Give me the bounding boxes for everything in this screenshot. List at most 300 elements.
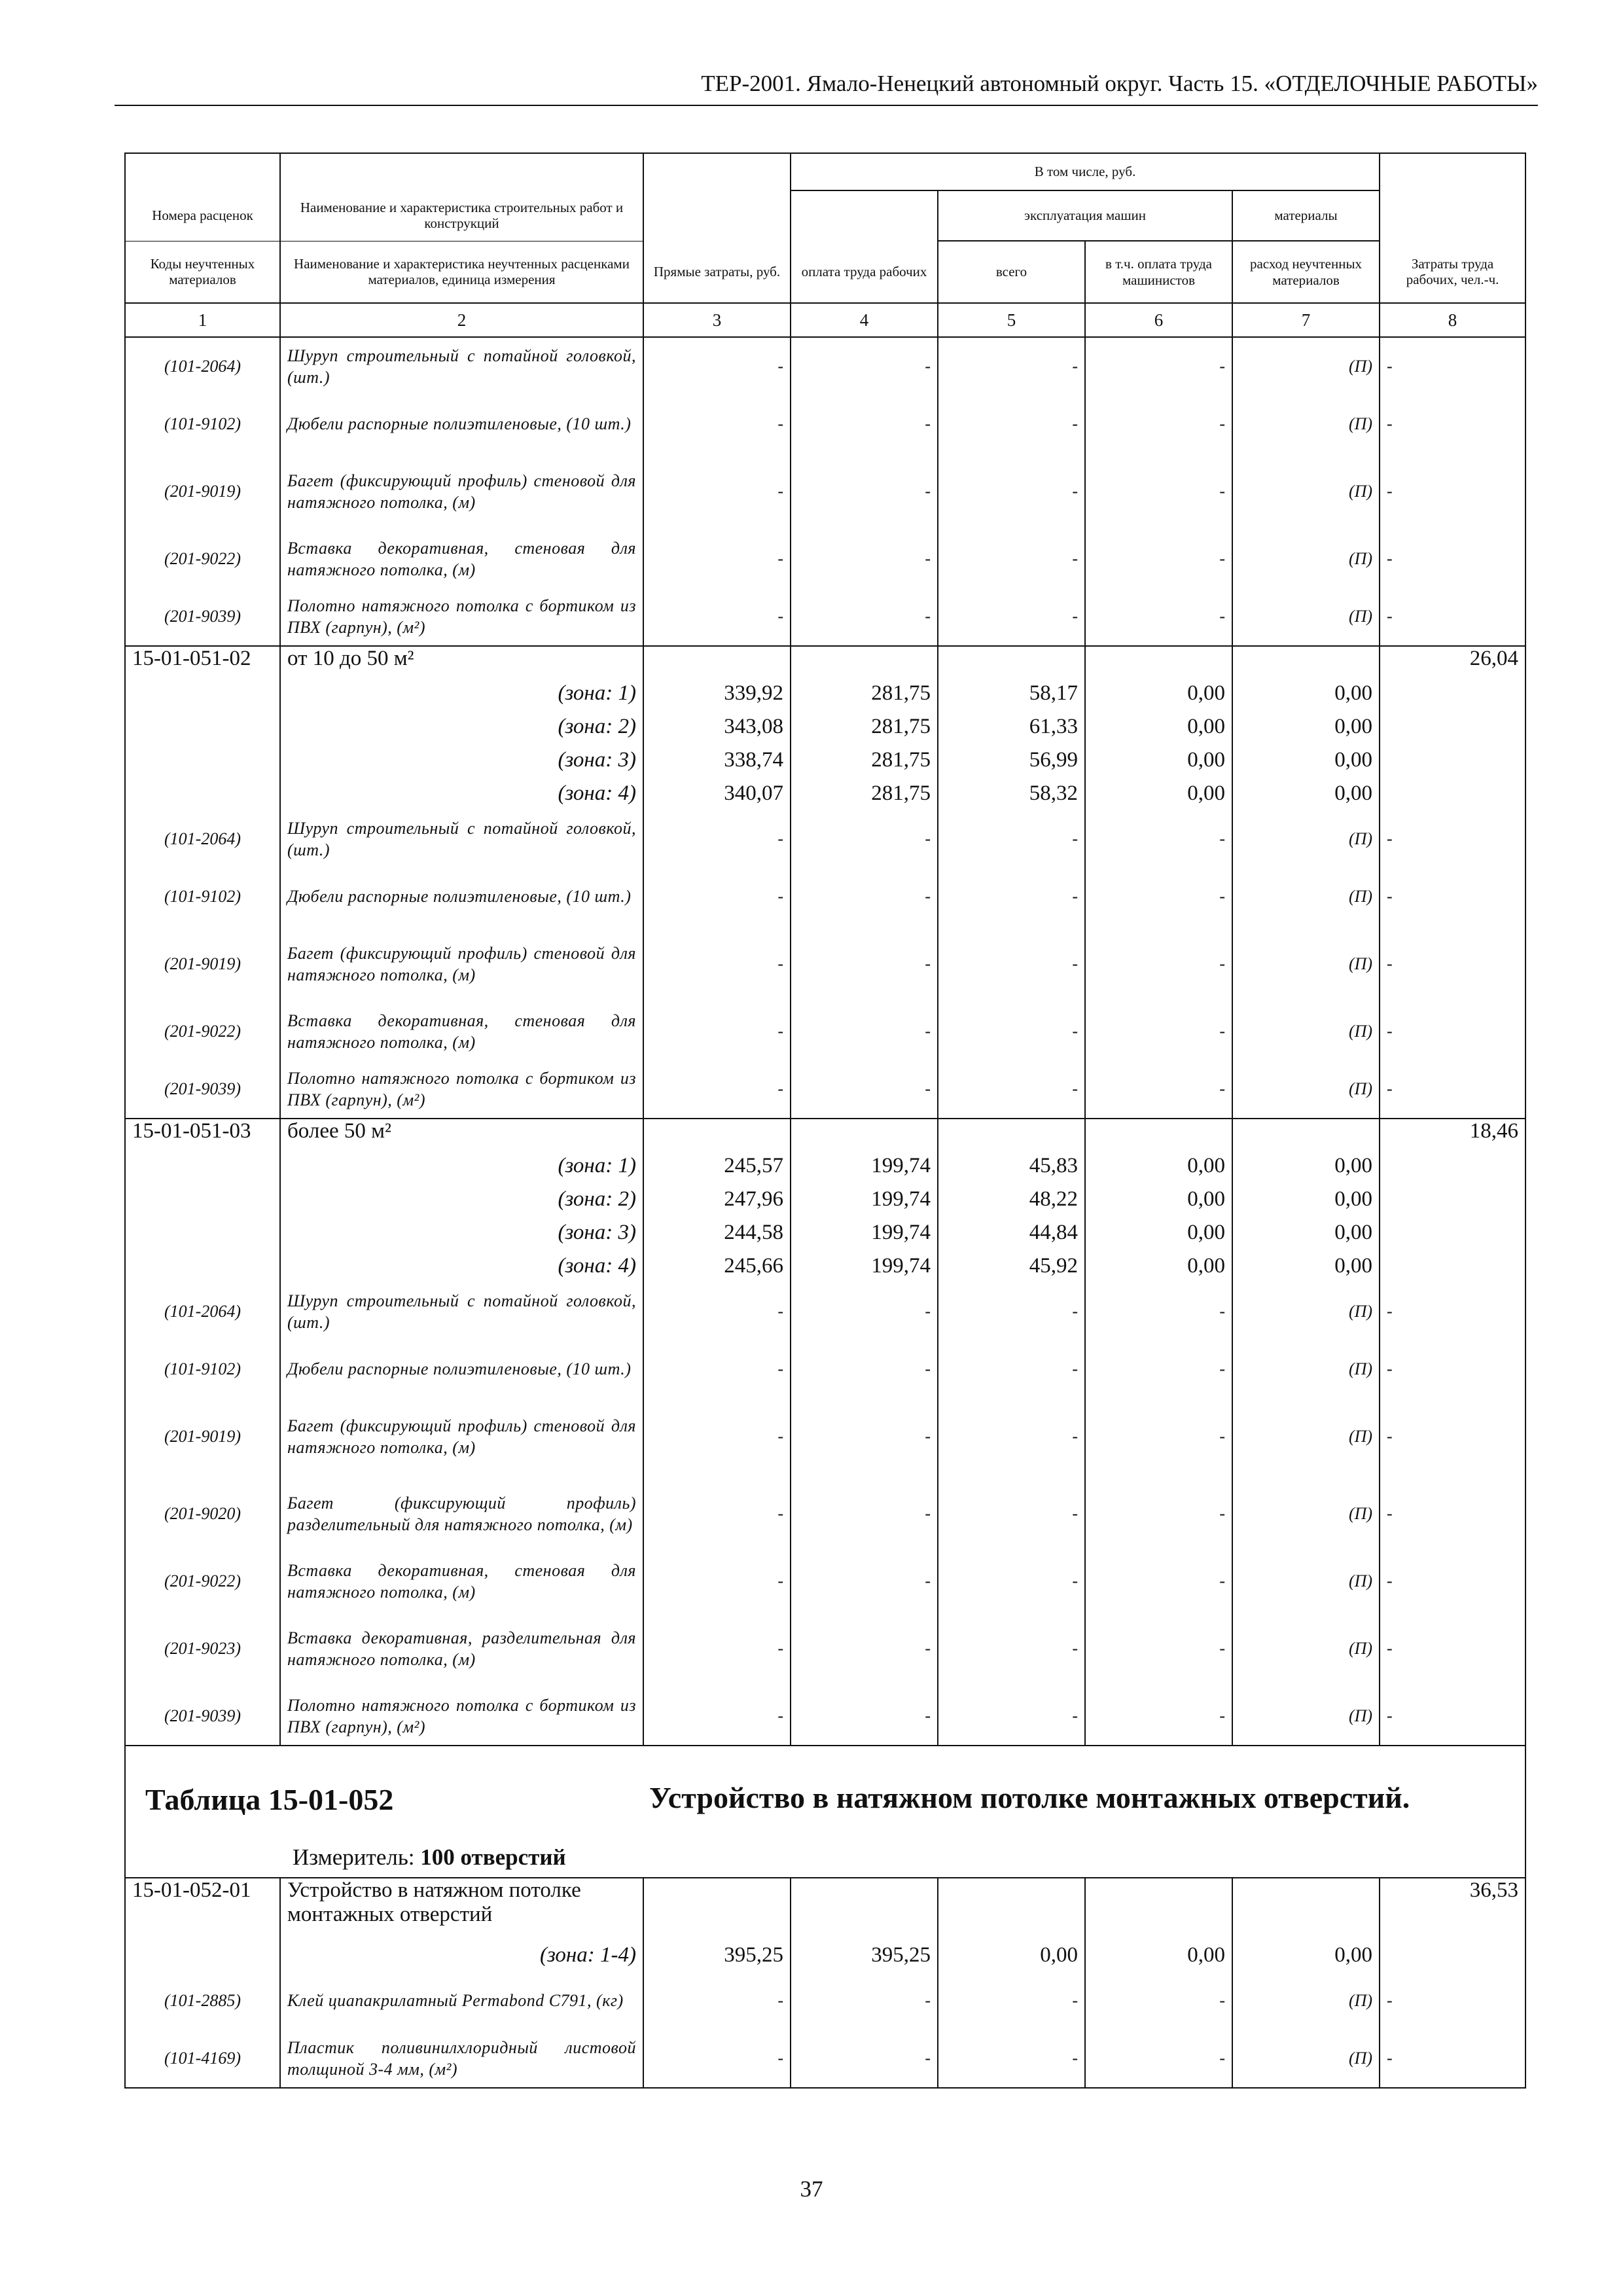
material-name: Вставка декоративная, стеновая для натяжного потолка, (м) <box>280 530 643 588</box>
cell <box>1085 646 1232 677</box>
machinist-pay-value: 0,00 <box>1085 744 1232 777</box>
machinist-pay-value: - <box>1085 1610 1232 1687</box>
header-col8: Затраты труда рабочих, чел.-ч. <box>1380 241 1525 303</box>
labor-hours-value: - <box>1380 1972 1525 2030</box>
cell <box>125 1216 280 1249</box>
header-cell <box>643 153 791 190</box>
column-number: 8 <box>1380 303 1525 337</box>
labor-hours-value: - <box>1380 1687 1525 1746</box>
cell <box>1380 1249 1525 1283</box>
material-code: (201-9039) <box>125 588 280 646</box>
labor-pay-value: - <box>791 337 938 395</box>
machines-total-value: - <box>938 2030 1085 2088</box>
labor-hours-value: - <box>1380 1060 1525 1119</box>
machinist-pay-value: - <box>1085 868 1232 925</box>
labor-hours-value: - <box>1380 1340 1525 1398</box>
table-row <box>125 1060 1525 1119</box>
machinist-pay-value: 0,00 <box>1085 710 1232 744</box>
machinist-pay-value: - <box>1085 2030 1232 2088</box>
labor-pay-value: - <box>791 588 938 646</box>
table-row <box>125 1119 1525 1149</box>
labor-hours-value: - <box>1380 1003 1525 1060</box>
direct-cost-value: 338,74 <box>643 744 791 777</box>
labor-hours-value: - <box>1380 530 1525 588</box>
direct-cost-value: - <box>643 1972 791 2030</box>
materials-value: 0,00 <box>1232 744 1380 777</box>
material-name: Полотно натяжного потолка с бортиком из ПВХ (гарпун), (м²) <box>280 1687 643 1746</box>
labor-pay-value: - <box>791 1003 938 1060</box>
running-header: ТЕР-2001. Ямало-Ненецкий автономный округ. Часть 15. «ОТДЕЛОЧНЫЕ РАБОТЫ» <box>115 71 1538 106</box>
machines-total-value: - <box>938 530 1085 588</box>
cell <box>643 1878 791 1939</box>
header-cell <box>280 153 643 190</box>
direct-cost-value: - <box>643 925 791 1003</box>
direct-cost-value: 247,96 <box>643 1183 791 1216</box>
material-consumption-value: (П) <box>1232 868 1380 925</box>
machines-total-value: - <box>938 1475 1085 1552</box>
zone-label: (зона: 2) <box>280 1183 643 1216</box>
cell <box>1380 1183 1525 1216</box>
material-code: (101-9102) <box>125 1340 280 1398</box>
column-number: 4 <box>791 303 938 337</box>
header-cell <box>791 190 938 241</box>
direct-cost-value: - <box>643 1475 791 1552</box>
cell <box>125 1939 280 1972</box>
cell <box>125 710 280 744</box>
machinist-pay-value: - <box>1085 588 1232 646</box>
material-code: (101-9102) <box>125 868 280 925</box>
table-row <box>125 1283 1525 1340</box>
header-col5: всего <box>938 241 1085 303</box>
cell <box>1380 777 1525 810</box>
material-consumption-value: (П) <box>1232 1340 1380 1398</box>
table-heading <box>125 1746 1525 1878</box>
labor-hours-value: - <box>1380 1610 1525 1687</box>
table-row <box>125 810 1525 868</box>
cell <box>791 646 938 677</box>
table-row <box>125 744 1525 777</box>
cell <box>643 1119 791 1149</box>
cell <box>791 1119 938 1149</box>
material-name: Шуруп строительный с потайной головкой, (шт.) <box>280 1283 643 1340</box>
cell <box>938 646 1085 677</box>
machinist-pay-value: - <box>1085 395 1232 453</box>
machines-total-value: - <box>938 1972 1085 2030</box>
table-row <box>125 337 1525 395</box>
direct-cost-value: 244,58 <box>643 1216 791 1249</box>
material-consumption-value: (П) <box>1232 1687 1380 1746</box>
machinist-pay-value: - <box>1085 1340 1232 1398</box>
material-consumption-value: (П) <box>1232 1610 1380 1687</box>
cell <box>1380 710 1525 744</box>
material-name: Пластик поливинилхлоридный листовой толщиной 3-4 мм, (м²) <box>280 2030 643 2088</box>
direct-cost-value: - <box>643 530 791 588</box>
unit-value: 100 отверстий <box>420 1844 566 1870</box>
table-row <box>125 1003 1525 1060</box>
table-row <box>125 1183 1525 1216</box>
material-consumption-value: (П) <box>1232 1972 1380 2030</box>
table-row <box>125 868 1525 925</box>
material-code: (201-9022) <box>125 1552 280 1610</box>
header-cell <box>1380 190 1525 241</box>
material-consumption-value: (П) <box>1232 1552 1380 1610</box>
cell <box>1380 744 1525 777</box>
table-row <box>125 1878 1525 1939</box>
material-code: (101-2885) <box>125 1972 280 2030</box>
machines-total-value: 48,22 <box>938 1183 1085 1216</box>
header-cell <box>643 190 791 241</box>
table-row <box>125 1475 1525 1552</box>
header-cell <box>1380 153 1525 190</box>
header-incl: В том числе, руб. <box>791 153 1380 190</box>
machinist-pay-value: - <box>1085 1475 1232 1552</box>
table-row <box>125 1687 1525 1746</box>
labor-hours-value: - <box>1380 1552 1525 1610</box>
column-number: 5 <box>938 303 1085 337</box>
unit-label: Измеритель: <box>293 1844 415 1870</box>
labor-pay-value: - <box>791 1283 938 1340</box>
cell <box>643 646 791 677</box>
machinist-pay-value: 0,00 <box>1085 1183 1232 1216</box>
labor-hours-value: - <box>1380 453 1525 530</box>
header-col6: в т.ч. оплата труда машинистов <box>1085 241 1232 303</box>
labor-hours-value: - <box>1380 868 1525 925</box>
labor-hours-value: - <box>1380 2030 1525 2088</box>
direct-cost-value: - <box>643 810 791 868</box>
materials-value: 0,00 <box>1232 1939 1380 1972</box>
machines-total-value: - <box>938 1060 1085 1119</box>
machines-total-value: 44,84 <box>938 1216 1085 1249</box>
machines-total-value: - <box>938 337 1085 395</box>
cell <box>1085 1119 1232 1149</box>
header-col1-top: Номера расценок <box>125 190 280 241</box>
machinist-pay-value: 0,00 <box>1085 677 1232 710</box>
header-col2-bottom: Наименование и характеристика неучтенных расценками материалов, единица измерения <box>280 241 643 303</box>
table-row <box>125 646 1525 677</box>
table-row <box>125 1216 1525 1249</box>
direct-cost-value: - <box>643 1687 791 1746</box>
cell <box>1085 1878 1232 1939</box>
cell <box>1232 646 1380 677</box>
material-code: (201-9019) <box>125 1398 280 1475</box>
machines-total-value: - <box>938 925 1085 1003</box>
table-row <box>125 588 1525 646</box>
header-col4: оплата труда рабочих <box>791 241 938 303</box>
material-code: (201-9019) <box>125 925 280 1003</box>
machinist-pay-value: 0,00 <box>1085 777 1232 810</box>
labor-pay-value: - <box>791 1060 938 1119</box>
material-code: (201-9022) <box>125 530 280 588</box>
labor-pay-value: 281,75 <box>791 777 938 810</box>
cell <box>1232 1878 1380 1939</box>
machinist-pay-value: - <box>1085 1283 1232 1340</box>
labor-pay-value: 395,25 <box>791 1939 938 1972</box>
labor-pay-value: 199,74 <box>791 1216 938 1249</box>
material-code: (201-9039) <box>125 1687 280 1746</box>
machines-total-value: 0,00 <box>938 1939 1085 1972</box>
direct-cost-value: - <box>643 1398 791 1475</box>
cell <box>125 1149 280 1183</box>
material-name: Дюбели распорные полиэтиленовые, (10 шт.) <box>280 1340 643 1398</box>
table-row <box>125 1972 1525 2030</box>
machines-total-value: - <box>938 868 1085 925</box>
column-number: 2 <box>280 303 643 337</box>
direct-cost-value: - <box>643 453 791 530</box>
material-code: (101-2064) <box>125 1283 280 1340</box>
material-consumption-value: (П) <box>1232 453 1380 530</box>
material-code: (101-9102) <box>125 395 280 453</box>
material-code: (201-9023) <box>125 1610 280 1687</box>
direct-cost-value: - <box>643 1283 791 1340</box>
labor-pay-value: - <box>791 1398 938 1475</box>
table-row <box>125 777 1525 810</box>
rate-name: от 10 до 50 м² <box>280 646 643 677</box>
cell <box>1380 1149 1525 1183</box>
labor-hours-value: - <box>1380 588 1525 646</box>
column-number: 6 <box>1085 303 1232 337</box>
labor-pay-value: - <box>791 868 938 925</box>
table-row <box>125 530 1525 588</box>
cell <box>1380 1939 1525 1972</box>
zone-label: (зона: 1) <box>280 1149 643 1183</box>
labor-pay-value: - <box>791 1972 938 2030</box>
table-row <box>125 710 1525 744</box>
labor-hours-value: - <box>1380 395 1525 453</box>
direct-cost-value: - <box>643 1003 791 1060</box>
direct-cost-value: - <box>643 1340 791 1398</box>
direct-cost-value: - <box>643 868 791 925</box>
labor-hours-value: - <box>1380 337 1525 395</box>
material-consumption-value: (П) <box>1232 530 1380 588</box>
cell <box>125 1249 280 1283</box>
machinist-pay-value: - <box>1085 1060 1232 1119</box>
header-materials: материалы <box>1232 190 1380 241</box>
material-name: Дюбели распорные полиэтиленовые, (10 шт.) <box>280 395 643 453</box>
material-name: Вставка декоративная, стеновая для натяжного потолка, (м) <box>280 1552 643 1610</box>
page-number: 37 <box>800 2176 823 2202</box>
material-consumption-value: (П) <box>1232 1398 1380 1475</box>
labor-hours-value: 36,53 <box>1380 1878 1525 1939</box>
table-row <box>125 1249 1525 1283</box>
labor-hours-value: - <box>1380 1475 1525 1552</box>
material-consumption-value: (П) <box>1232 2030 1380 2088</box>
machinist-pay-value: - <box>1085 337 1232 395</box>
labor-pay-value: - <box>791 530 938 588</box>
cell <box>125 1183 280 1216</box>
labor-pay-value: - <box>791 1552 938 1610</box>
labor-hours-value: - <box>1380 925 1525 1003</box>
labor-pay-value: 199,74 <box>791 1183 938 1216</box>
cell <box>938 1878 1085 1939</box>
unit-line <box>293 1844 566 1871</box>
materials-value: 0,00 <box>1232 677 1380 710</box>
cell <box>791 1878 938 1939</box>
zone-label: (зона: 2) <box>280 710 643 744</box>
machinist-pay-value: - <box>1085 1398 1232 1475</box>
material-consumption-value: (П) <box>1232 1283 1380 1340</box>
direct-cost-value: - <box>643 2030 791 2088</box>
material-name: Шуруп строительный с потайной головкой, (шт.) <box>280 810 643 868</box>
material-code: (201-9020) <box>125 1475 280 1552</box>
table-row <box>125 395 1525 453</box>
labor-pay-value: 199,74 <box>791 1249 938 1283</box>
labor-pay-value: 281,75 <box>791 677 938 710</box>
labor-pay-value: - <box>791 810 938 868</box>
material-name: Полотно натяжного потолка с бортиком из ПВХ (гарпун), (м²) <box>280 1060 643 1119</box>
cell <box>938 1119 1085 1149</box>
rates-table <box>124 152 1526 2089</box>
material-name: Клей циапакрилатный Permabond C791, (кг) <box>280 1972 643 2030</box>
material-code: (101-2064) <box>125 810 280 868</box>
machinist-pay-value: - <box>1085 1972 1232 2030</box>
material-consumption-value: (П) <box>1232 395 1380 453</box>
material-name: Багет (фиксирующий профиль) стеновой для натяжного потолка, (м) <box>280 1398 643 1475</box>
material-consumption-value: (П) <box>1232 588 1380 646</box>
direct-cost-value: - <box>643 337 791 395</box>
header-col7: расход неучтенных материалов <box>1232 241 1380 303</box>
material-consumption-value: (П) <box>1232 1060 1380 1119</box>
machinist-pay-value: - <box>1085 925 1232 1003</box>
table-row <box>125 1398 1525 1475</box>
rate-code: 15-01-052-01 <box>125 1878 280 1939</box>
rate-code: 15-01-051-02 <box>125 646 280 677</box>
machinist-pay-value: 0,00 <box>1085 1216 1232 1249</box>
material-name: Шуруп строительный с потайной головкой, (шт.) <box>280 337 643 395</box>
machines-total-value: - <box>938 810 1085 868</box>
zone-label: (зона: 3) <box>280 1216 643 1249</box>
column-number: 1 <box>125 303 280 337</box>
labor-hours-value: - <box>1380 810 1525 868</box>
machinist-pay-value: - <box>1085 1003 1232 1060</box>
direct-cost-value: 340,07 <box>643 777 791 810</box>
machines-total-value: - <box>938 1610 1085 1687</box>
machinist-pay-value: - <box>1085 1552 1232 1610</box>
machinist-pay-value: - <box>1085 530 1232 588</box>
material-code: (201-9039) <box>125 1060 280 1119</box>
header-col1-bottom: Коды неучтенных материалов <box>125 241 280 303</box>
table-row <box>125 1939 1525 1972</box>
materials-value: 0,00 <box>1232 1149 1380 1183</box>
machines-total-value: - <box>938 588 1085 646</box>
direct-cost-value: 343,08 <box>643 710 791 744</box>
rate-name: Устройство в натяжном потолке монтажных отверстий <box>280 1878 643 1939</box>
material-name: Багет (фиксирующий профиль) стеновой для натяжного потолка, (м) <box>280 453 643 530</box>
zone-label: (зона: 1-4) <box>280 1939 643 1972</box>
direct-cost-value: - <box>643 1610 791 1687</box>
material-name: Полотно натяжного потолка с бортиком из ПВХ (гарпун), (м²) <box>280 588 643 646</box>
material-consumption-value: (П) <box>1232 1003 1380 1060</box>
table-row <box>125 925 1525 1003</box>
material-consumption-value: (П) <box>1232 925 1380 1003</box>
machines-total-value: 45,92 <box>938 1249 1085 1283</box>
labor-pay-value: - <box>791 395 938 453</box>
machinist-pay-value: 0,00 <box>1085 1939 1232 1972</box>
table-title: Устройство в натяжном потолке монтажных отверстий. <box>649 1781 1410 1814</box>
material-code: (101-2064) <box>125 337 280 395</box>
table-row <box>125 1340 1525 1398</box>
cell <box>1380 677 1525 710</box>
table-row <box>125 1552 1525 1610</box>
labor-hours-value: - <box>1380 1283 1525 1340</box>
header-machines: эксплуатация машин <box>938 190 1232 241</box>
machines-total-value: - <box>938 1340 1085 1398</box>
machines-total-value: - <box>938 1283 1085 1340</box>
material-consumption-value: (П) <box>1232 810 1380 868</box>
cell <box>1232 1119 1380 1149</box>
zone-label: (зона: 4) <box>280 1249 643 1283</box>
material-name: Багет (фиксирующий профиль) разделительный для натяжного потолка, (м) <box>280 1475 643 1552</box>
labor-pay-value: - <box>791 1475 938 1552</box>
table-number: Таблица 15-01-052 <box>145 1783 394 1816</box>
materials-value: 0,00 <box>1232 1183 1380 1216</box>
direct-cost-value: 245,57 <box>643 1149 791 1183</box>
labor-pay-value: - <box>791 1340 938 1398</box>
materials-value: 0,00 <box>1232 1249 1380 1283</box>
machines-total-value: 45,83 <box>938 1149 1085 1183</box>
material-name: Вставка декоративная, стеновая для натяжного потолка, (м) <box>280 1003 643 1060</box>
header-col2-top: Наименование и характеристика строительных работ и конструкций <box>280 190 643 241</box>
labor-pay-value: 281,75 <box>791 710 938 744</box>
direct-cost-value: - <box>643 1060 791 1119</box>
machines-total-value: - <box>938 1003 1085 1060</box>
cell <box>125 777 280 810</box>
material-name: Вставка декоративная, разделительная для натяжного потолка, (м) <box>280 1610 643 1687</box>
machines-total-value: 56,99 <box>938 744 1085 777</box>
zone-label: (зона: 4) <box>280 777 643 810</box>
material-code: (101-4169) <box>125 2030 280 2088</box>
material-code: (201-9022) <box>125 1003 280 1060</box>
direct-cost-value: 395,25 <box>643 1939 791 1972</box>
machines-total-value: - <box>938 1552 1085 1610</box>
direct-cost-value: - <box>643 588 791 646</box>
direct-cost-value: - <box>643 395 791 453</box>
machines-total-value: 58,17 <box>938 677 1085 710</box>
machines-total-value: 58,32 <box>938 777 1085 810</box>
column-number: 3 <box>643 303 791 337</box>
machinist-pay-value: 0,00 <box>1085 1149 1232 1183</box>
machinist-pay-value: - <box>1085 1687 1232 1746</box>
material-name: Багет (фиксирующий профиль) стеновой для натяжного потолка, (м) <box>280 925 643 1003</box>
material-code: (201-9019) <box>125 453 280 530</box>
labor-pay-value: - <box>791 1687 938 1746</box>
material-name: Дюбели распорные полиэтиленовые, (10 шт.) <box>280 868 643 925</box>
materials-value: 0,00 <box>1232 777 1380 810</box>
materials-value: 0,00 <box>1232 1216 1380 1249</box>
zone-label: (зона: 1) <box>280 677 643 710</box>
rate-name: более 50 м² <box>280 1119 643 1149</box>
labor-pay-value: - <box>791 453 938 530</box>
machines-total-value: - <box>938 453 1085 530</box>
zone-label: (зона: 3) <box>280 744 643 777</box>
machines-total-value: - <box>938 1687 1085 1746</box>
table-row <box>125 1149 1525 1183</box>
material-consumption-value: (П) <box>1232 337 1380 395</box>
machinist-pay-value: - <box>1085 453 1232 530</box>
table-row <box>125 1610 1525 1687</box>
labor-pay-value: 281,75 <box>791 744 938 777</box>
labor-pay-value: - <box>791 1610 938 1687</box>
labor-pay-value: - <box>791 2030 938 2088</box>
direct-cost-value: 339,92 <box>643 677 791 710</box>
labor-pay-value: - <box>791 925 938 1003</box>
rate-code: 15-01-051-03 <box>125 1119 280 1149</box>
labor-hours-value: - <box>1380 1398 1525 1475</box>
column-number: 7 <box>1232 303 1380 337</box>
machines-total-value: - <box>938 1398 1085 1475</box>
labor-pay-value: 199,74 <box>791 1149 938 1183</box>
table-row <box>125 677 1525 710</box>
header-col3: Прямые затраты, руб. <box>643 241 791 303</box>
